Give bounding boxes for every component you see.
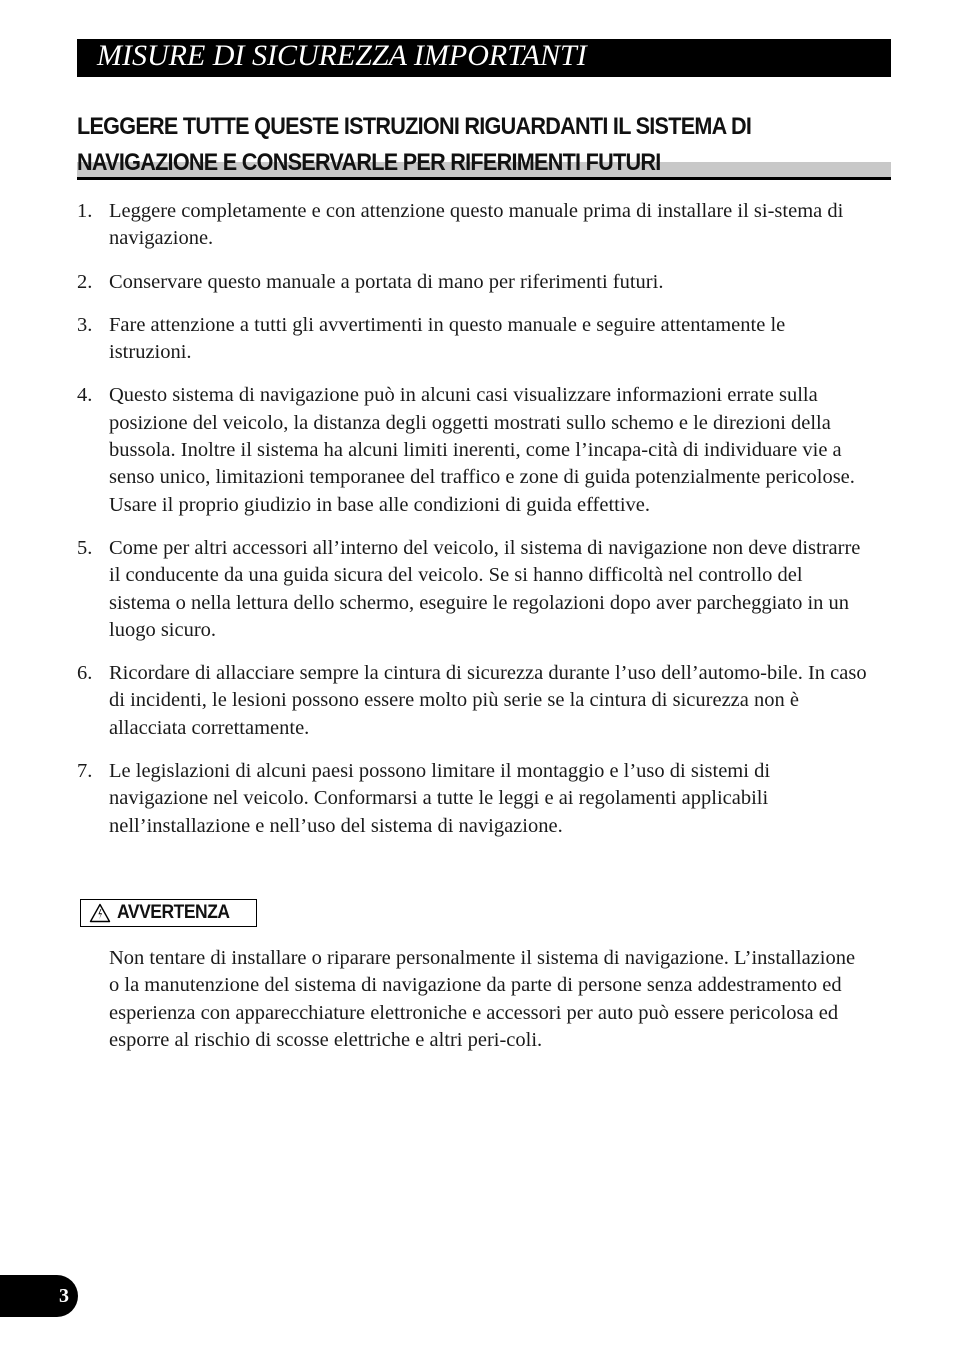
item-number: 4. bbox=[77, 384, 93, 407]
list-item bbox=[77, 535, 867, 644]
item-text: Ricordare di allacciare sempre la cintura di sicurezza durante l’uso dell’automo-bile. In caso di incidenti, le lesioni possono essere molto più serie se la cintura di sicurezza non è allacciata correttamente. bbox=[109, 662, 867, 739]
heading-text bbox=[77, 109, 810, 181]
item-text: Leggere completamente e con attenzione questo manuale prima di installare il si-stema di navigazione. bbox=[109, 200, 844, 250]
instruction-list bbox=[77, 198, 867, 856]
item-text: Come per altri accessori all’interno del veicolo, il sistema di navigazione non deve distrarre il conducente da una guida sicura del veicolo. Se si hanno difficoltà nel controllo del sistema o nella lettura dello schermo, eseguire le regolazioni dopo aver parcheggiato in un luogo sicuro. bbox=[109, 536, 861, 641]
page-number-tab bbox=[0, 1275, 78, 1317]
item-text: Le legislazioni di alcuni paesi possono limitare il montaggio e l’uso di sistemi di navigazione nel veicolo. Conformarsi a tutte le leggi e ai regolamenti applicabili nell’installazione e nell’uso del sistema di navigazione. bbox=[109, 760, 771, 837]
item-number: 2. bbox=[77, 270, 93, 293]
item-number: 5. bbox=[77, 536, 93, 559]
item-number: 7. bbox=[77, 760, 93, 783]
warning-triangle-icon bbox=[89, 903, 111, 923]
warning-label: AVVERTENZA bbox=[117, 902, 230, 923]
item-number: 6. bbox=[77, 662, 93, 685]
list-item bbox=[77, 382, 867, 518]
list-item bbox=[77, 758, 867, 840]
heading-line-2: NAVIGAZIONE E CONSERVARLE PER RIFERIMENTI FUTURI bbox=[77, 149, 661, 176]
warning-text: Non tentare di installare o riparare personalmente il sistema di navigazione. L’installazione o la manutenzione del sistema di navigazione da parte di persone senza addestramento ed esperienza con apparecchiature elettroniche e accessori per auto può essere pericolosa ed esporre al rischio di scosse elettriche e altri peri-coli. bbox=[109, 947, 856, 1051]
list-item bbox=[77, 269, 867, 296]
page-number: 3 bbox=[59, 1285, 69, 1307]
page-title: MISURE DI SICUREZZA IMPORTANTI bbox=[77, 39, 891, 77]
item-number: 3. bbox=[77, 313, 93, 336]
list-item bbox=[77, 198, 867, 253]
heading-line-1: LEGGERE TUTTE QUESTE ISTRUZIONI RIGUARDANTI IL SISTEMA DI bbox=[77, 113, 752, 140]
section-heading bbox=[77, 109, 891, 181]
item-text: Conservare questo manuale a portata di mano per riferimenti futuri. bbox=[109, 270, 664, 293]
warning-label-box bbox=[80, 899, 257, 927]
item-number: 1. bbox=[77, 200, 93, 222]
item-text: Questo sistema di navigazione può in alcuni casi visualizzare informazioni errate sulla posizione del veicolo, la distanza degli oggetti mostrati sullo schemo e le direzioni della bussola. Inoltre il sistema ha alcuni limiti inerenti, come l’incapa-cità di individuare vie a senso unico, limitazioni temporanee del traffico e zone di guida potenzialmente pericolose. Usare il proprio giudizio in base alle condizioni di guida effettive. bbox=[109, 384, 855, 516]
list-item bbox=[77, 312, 867, 367]
item-text: Fare attenzione a tutti gli avvertimenti in questo manuale e seguire attentamente le istruzioni. bbox=[109, 313, 786, 364]
list-item bbox=[77, 660, 867, 742]
